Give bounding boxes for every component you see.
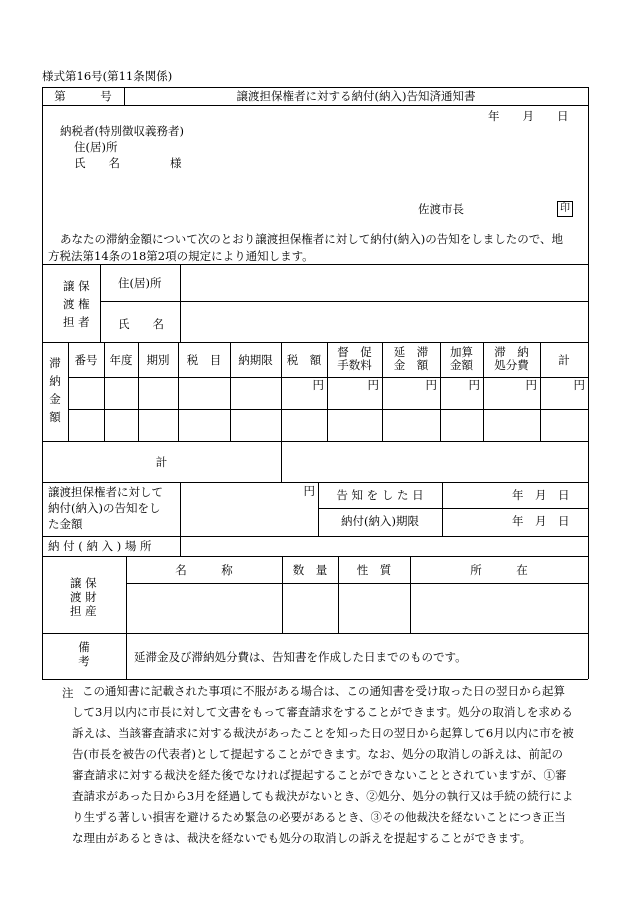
notified-date-value: 年 月 日 <box>512 488 570 502</box>
property-col-nature: 性 質 <box>356 563 392 577</box>
col-term: 期別 <box>146 353 170 367</box>
delinq-row1-bottom <box>68 409 588 410</box>
line-holder-bottom <box>42 342 588 343</box>
taxpayer-name-label: 氏 名 <box>74 156 120 170</box>
number-label: 第 号 <box>54 89 112 103</box>
holder-v1 <box>100 264 101 342</box>
footnote-line-8: な理由があるときは、裁決を経ないでも処分の取消しの訴えを提起することができます。 <box>72 831 532 845</box>
remarks-label-2: 考 <box>78 654 90 668</box>
col-tax-item: 税 目 <box>186 353 222 367</box>
col-disposal-cost: 滞 納 処分費 <box>494 345 529 373</box>
footnote-line-1: この通知書に記載された事項に不服がある場合は、この通知書を受け取った日の翌日から起算 <box>82 684 565 698</box>
property-label-3: 担 産 <box>70 604 97 618</box>
yen-late: 円 <box>425 378 437 392</box>
holder-label-1: 譲 保 <box>63 279 90 293</box>
notice-yen: 円 <box>303 484 315 498</box>
notice-v3 <box>442 482 443 536</box>
col-year: 年度 <box>109 353 133 367</box>
intro-line-2: 方税法第14条の18第2項の規定により通知します。 <box>48 249 314 263</box>
yen-additional: 円 <box>468 378 480 392</box>
line-holder-mid <box>100 301 588 302</box>
form-id: 様式第16号(第11条関係) <box>42 69 173 83</box>
col-total: 計 <box>558 353 570 367</box>
col-tax-amount: 税 額 <box>286 353 322 367</box>
payment-bottom <box>42 556 588 557</box>
col-additional: 加算 金額 <box>450 345 473 373</box>
property-header-bottom <box>126 583 588 584</box>
seal-mark: 印 <box>557 201 573 217</box>
payment-place-label: 納 付 ( 納 入 ) 場 所 <box>48 539 152 553</box>
col-demand-fee: 督 促 手数料 <box>337 345 372 373</box>
property-col-quantity: 数 量 <box>292 563 328 577</box>
notice-left-1: 譲渡担保権者に対して <box>48 485 163 499</box>
remarks-label-1: 備 <box>78 640 90 654</box>
remarks-right <box>588 633 589 679</box>
deadline-label: 納付(納入)期限 <box>341 514 419 528</box>
deadline-value: 年 月 日 <box>512 514 570 528</box>
intro-line-1: あなたの滞納金額について次のとおり譲渡担保権者に対して納付(納入)の告知をしましたので、地 <box>60 232 564 246</box>
holder-v2 <box>180 264 181 342</box>
line-holder-top <box>42 264 588 265</box>
document-title: 譲渡担保権者に対する納付(納入)告知済通知書 <box>236 89 476 103</box>
notice-left-3: た金額 <box>48 517 83 531</box>
col-due-date: 納期限 <box>238 353 273 367</box>
delinq-side-4: 額 <box>49 410 61 424</box>
delinq-side-1: 滞 <box>49 356 61 370</box>
col-late-charge: 延 滞 金 額 <box>393 345 429 373</box>
footnote-line-3: 訴えは、当該審査請求に対する裁決があったことを知った日の翌日から起算して6月以内に市を被 <box>72 726 574 740</box>
remarks-text: 延滞金及び滞納処分費は、告知書を作成した日までのものです。 <box>134 650 467 664</box>
taxpayer-heading: 納税者(特別徴収義務者) <box>60 124 184 138</box>
property-label-2: 渡 財 <box>70 590 97 604</box>
property-col-name: 名 称 <box>175 563 233 577</box>
holder-name-label: 氏 名 <box>118 317 164 331</box>
footnote-line-2: して3月以内に市長に対して文書をもって審査請求をすることができます。処分の取消しを求める <box>72 705 573 719</box>
property-col-location: 所 在 <box>470 563 528 577</box>
remarks-bottom <box>42 679 588 680</box>
notified-date-label: 告 知 を し た 日 <box>336 488 424 502</box>
yen-tax: 円 <box>312 378 324 392</box>
issuer-name: 佐渡市長 <box>418 202 464 216</box>
yen-total: 円 <box>573 378 585 392</box>
honorific: 様 <box>170 156 182 170</box>
footnote-line-7: り生ずる著しい損害を避けるため緊急の必要があるとき、③その他裁決を経ないことにつき正当 <box>72 810 566 824</box>
property-label-1: 譲 保 <box>70 576 97 590</box>
remarks-v1 <box>126 633 127 679</box>
delinq-header-bottom <box>68 377 588 378</box>
total-label: 計 <box>155 455 168 469</box>
delinq-bottom <box>42 441 588 442</box>
delinq-side-3: 金 <box>49 392 61 406</box>
border-right <box>588 87 589 633</box>
holder-label-3: 担 者 <box>63 315 90 329</box>
payment-v1 <box>180 536 181 556</box>
notice-bottom <box>42 536 588 537</box>
notice-mid <box>318 508 588 509</box>
footnote-line-5: 審査請求に対する裁決を経た後でなければ提起することができないこととされていますが、①審 <box>72 768 567 782</box>
footnote-marker: 注 <box>62 686 74 700</box>
footnote-line-4: 告(市長を被告の代表者)として提起することができます。なお、処分の取消しの訴えは、前記の <box>72 747 564 761</box>
notice-left-2: 納付(納入)の告知をし <box>48 501 161 515</box>
yen-disposal: 円 <box>525 378 537 392</box>
taxpayer-address-label: 住(居)所 <box>74 140 118 154</box>
total-bottom <box>42 482 588 483</box>
delinq-side-2: 納 <box>49 374 61 388</box>
holder-address-label: 住(居)所 <box>118 276 162 290</box>
col-number: 番号 <box>74 353 98 367</box>
property-bottom <box>42 633 588 634</box>
holder-label-2: 渡 権 <box>63 297 90 311</box>
footnote-line-6: 査請求があった日から3月を経過しても裁決がないとき、②処分、処分の執行又は手続の続行によ <box>72 789 574 803</box>
yen-demand: 円 <box>367 378 379 392</box>
border-header-bottom <box>42 105 588 106</box>
issue-date: 年 月 日 <box>488 109 569 123</box>
